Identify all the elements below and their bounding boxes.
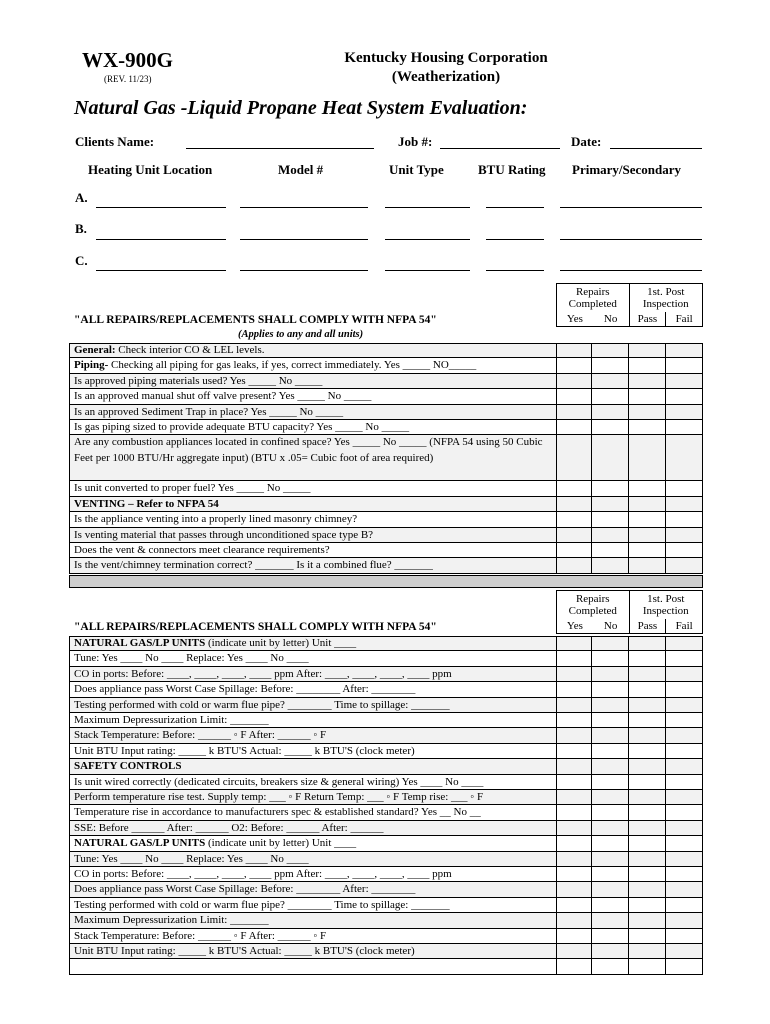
job-number-label: Job #: (398, 134, 433, 149)
section1-subheading: (Applies to any and all units) (238, 329, 364, 340)
inspection-fail-cell[interactable] (666, 959, 703, 974)
repairs-yes-cell[interactable] (556, 667, 592, 682)
repairs-no-cell[interactable] (592, 929, 629, 944)
row-text: Is an approved manual shut off valve present? Yes _____ No _____ (74, 390, 372, 403)
repairs-yes-cell[interactable] (556, 929, 592, 944)
row-text: Testing performed with cold or warm flue pipe? ________ Time to spillage: _______ (74, 898, 450, 911)
row-text: Stack Temperature: Before: ______ ◦ F After: ______ ◦ F (74, 929, 327, 942)
repairs-no-cell[interactable] (592, 744, 629, 759)
repairs-no-cell[interactable] (592, 374, 629, 389)
repairs-no-cell[interactable] (592, 913, 629, 928)
inspection-pass-cell[interactable] (629, 805, 666, 820)
pass-col-label: Pass (629, 312, 666, 327)
col-heating-unit-location: Heating Unit Location (88, 162, 213, 177)
checklist-row (69, 374, 556, 389)
row-text: Does appliance pass Worst Case Spillage: Before: ________ After: ________ (74, 883, 416, 896)
repairs-yes-cell[interactable] (556, 358, 592, 373)
row-label-bold: NATURAL GAS/LP UNITS (74, 637, 206, 649)
row-text: Is gas piping sized to provide adequate BTU capacity? Yes _____ No _____ (74, 421, 410, 433)
inspection-fail-cell[interactable] (666, 374, 703, 389)
post-inspection-header (629, 591, 702, 620)
repairs-no-cell[interactable] (592, 343, 629, 358)
post-label: 1st. Post (647, 593, 685, 605)
row-text: Maximum Depressurization Limit: _______ (74, 714, 269, 726)
repairs-no-cell[interactable] (592, 790, 629, 805)
row-text: Does appliance pass Worst Case Spillage: Before: ________ After: ________ (74, 683, 416, 696)
checklist-row (69, 682, 556, 697)
location-field[interactable] (96, 207, 226, 208)
row-text: Perform temperature rise test. Supply temp: ___ ◦ F Return Temp: ___ ◦ F Temp rise: ___ ◦ F (74, 791, 484, 803)
repairs-yes-cell[interactable] (556, 821, 592, 836)
checklist-row (69, 744, 556, 759)
inspection-pass-cell[interactable] (629, 959, 666, 974)
repairs-yes-cell[interactable] (556, 698, 592, 713)
row-text: (indicate unit by letter) Unit ____ (205, 837, 357, 850)
no-col-label: No (593, 619, 629, 634)
org-name-line: Kentucky Housing Corporation (344, 50, 548, 66)
repairs-yes-cell[interactable] (556, 481, 592, 496)
row-text: Is an approved Sediment Trap in place? Yes _____ No _____ (74, 405, 344, 418)
repairs-no-cell[interactable] (592, 481, 629, 496)
repairs-no-cell[interactable] (592, 867, 629, 882)
inspection-fail-cell[interactable] (666, 543, 703, 558)
inspection-pass-cell[interactable] (629, 867, 666, 882)
inspection-pass-cell[interactable] (629, 481, 666, 496)
fail-col-label: Fail (666, 619, 703, 634)
row-label-bold: NATURAL GAS/LP UNITS (74, 837, 206, 850)
inspection-fail-cell[interactable] (666, 836, 703, 851)
repairs-no-cell[interactable] (592, 759, 629, 774)
checklist-row (69, 358, 556, 373)
repairs-no-cell[interactable] (592, 528, 629, 543)
checklist-row (69, 929, 556, 944)
repairs-no-cell[interactable] (592, 713, 629, 728)
row-text: CO in ports: Before: ____, ____, ____, ____ ppm After: ____, ____, ____, ____ ppm (74, 667, 452, 680)
inspection-fail-cell[interactable] (666, 481, 703, 496)
repairs-label: Repairs (575, 286, 610, 298)
checklist-row (69, 435, 556, 481)
inspection-pass-cell[interactable] (629, 790, 666, 805)
inspection-fail-cell[interactable] (666, 775, 703, 790)
inspection-pass-cell[interactable] (629, 374, 666, 389)
checklist-row (69, 343, 556, 358)
repairs-yes-cell[interactable] (556, 728, 592, 743)
inspection-pass-cell[interactable] (629, 821, 666, 836)
inspection-fail-cell[interactable] (666, 389, 703, 404)
model-field[interactable] (240, 239, 368, 240)
unit-type-field[interactable] (385, 207, 470, 208)
row-text: Testing performed with cold or warm flue pipe? ________ Time to spillage: _______ (74, 698, 450, 711)
inspection-pass-cell[interactable] (629, 420, 666, 435)
clients-name-label: Clients Name: (75, 134, 155, 149)
repairs-yes-cell[interactable] (556, 497, 592, 512)
inspection-pass-cell[interactable] (629, 882, 666, 897)
repairs-yes-cell[interactable] (556, 512, 592, 527)
repairs-no-cell[interactable] (592, 836, 629, 851)
inspection-pass-cell[interactable] (629, 497, 666, 512)
checklist-row (69, 405, 556, 420)
row-text: Stack Temperature: Before: ______ ◦ F After: ______ ◦ F (74, 729, 327, 742)
inspection-pass-cell[interactable] (629, 435, 666, 481)
unit-type-field[interactable] (385, 239, 470, 240)
checklist-row (69, 481, 556, 496)
model-field[interactable] (240, 207, 368, 208)
repairs-yes-cell[interactable] (556, 898, 592, 913)
repairs-no-cell[interactable] (592, 435, 629, 481)
row-text: Is unit wired correctly (dedicated circuits, breakers size & general wiring) Yes ____ No ____ (74, 775, 484, 788)
checklist-row (69, 728, 556, 743)
inspection-pass-cell[interactable] (629, 744, 666, 759)
inspection-fail-cell[interactable] (666, 698, 703, 713)
repairs-no-cell[interactable] (592, 728, 629, 743)
checklist-row (69, 558, 556, 573)
inspection-fail-cell[interactable] (666, 929, 703, 944)
repairs-no-cell[interactable] (592, 959, 629, 974)
inspection-fail-cell[interactable] (666, 420, 703, 435)
inspection-pass-cell[interactable] (629, 698, 666, 713)
col-unit-type: Unit Type (389, 162, 444, 177)
repairs-yes-cell[interactable] (556, 744, 592, 759)
row-label-bold: General: (74, 344, 116, 356)
inspection-fail-cell[interactable] (666, 558, 703, 573)
repairs-no-cell[interactable] (592, 389, 629, 404)
inspection-label: Inspection (642, 605, 689, 617)
inspection-fail-cell[interactable] (666, 913, 703, 928)
checklist-row (69, 959, 556, 974)
btu-rating-field[interactable] (486, 207, 544, 208)
inspection-fail-cell[interactable] (666, 512, 703, 527)
row-text: SSE: Before ______ After: ______ O2: Before: ______ After: ______ (74, 821, 384, 834)
inspection-fail-cell[interactable] (666, 682, 703, 697)
checklist-row (69, 944, 556, 959)
inspection-pass-cell[interactable] (629, 852, 666, 867)
repairs-label: Repairs (575, 593, 610, 605)
repairs-yes-cell[interactable] (556, 759, 592, 774)
org-sub-line: (Weatherization) (391, 69, 501, 85)
inspection-fail-cell[interactable] (666, 744, 703, 759)
repairs-no-cell[interactable] (592, 882, 629, 897)
primary-secondary-field[interactable] (560, 270, 702, 271)
col-model: Model # (278, 162, 324, 177)
row-text: Is the appliance venting into a properly lined masonry chimney? (74, 513, 358, 526)
checklist-row (69, 636, 556, 651)
inspection-fail-cell[interactable] (666, 882, 703, 897)
repairs-no-cell[interactable] (592, 944, 629, 959)
inspection-fail-cell[interactable] (666, 852, 703, 867)
checklist-row (69, 805, 556, 820)
repairs-yes-cell[interactable] (556, 543, 592, 558)
inspection-fail-cell[interactable] (666, 651, 703, 666)
repairs-yes-cell[interactable] (556, 435, 592, 481)
completed-label: Completed (568, 298, 617, 310)
repairs-no-cell[interactable] (592, 805, 629, 820)
repairs-no-cell[interactable] (592, 420, 629, 435)
checklist-row (69, 420, 556, 435)
repairs-no-cell[interactable] (592, 651, 629, 666)
inspection-fail-cell[interactable] (666, 805, 703, 820)
section2-heading: "ALL REPAIRS/REPLACEMENTS SHALL COMPLY WITH NFPA 54" (74, 621, 437, 633)
repairs-no-cell[interactable] (592, 821, 629, 836)
inspection-pass-cell[interactable] (629, 558, 666, 573)
inspection-fail-cell[interactable] (666, 713, 703, 728)
row-text: Temperature rise in accordance to manufacturers spec & established standard? Yes __ No __ (74, 806, 481, 819)
checklist-row (69, 821, 556, 836)
checklist-row (69, 543, 556, 558)
inspection-pass-cell[interactable] (629, 343, 666, 358)
repairs-no-cell[interactable] (592, 667, 629, 682)
location-field[interactable] (96, 270, 226, 271)
repairs-yes-cell[interactable] (556, 867, 592, 882)
row-text: Checking all piping for gas leaks, if yes, correct immediately. Yes _____ NO_____ (108, 359, 477, 372)
inspection-pass-cell[interactable] (629, 528, 666, 543)
row-label-bold: SAFETY CONTROLS (74, 760, 182, 773)
btu-rating-field[interactable] (486, 270, 544, 271)
inspection-fail-cell[interactable] (666, 944, 703, 959)
inspection-fail-cell[interactable] (666, 636, 703, 651)
col-primary-secondary: Primary/Secondary (572, 162, 682, 177)
inspection-fail-cell[interactable] (666, 667, 703, 682)
completed-label: Completed (568, 605, 617, 617)
organization-name (300, 49, 592, 87)
repairs-yes-cell[interactable] (556, 682, 592, 697)
row-text: Does the vent & connectors meet clearance requirements? (74, 544, 330, 556)
row-text: Are any combustion appliances located in confined space? Yes _____ No _____ (NFPA 54 using 50 Cubic Feet per 1000 BTU/Hr aggregate input) (BTU x .05= Cubic foot of area required) (74, 436, 543, 464)
checklist-row (69, 775, 556, 790)
post-inspection-header (629, 284, 702, 313)
unit-row-c-label: C. (75, 253, 88, 268)
inspection-pass-cell[interactable] (629, 389, 666, 404)
repairs-yes-cell[interactable] (556, 882, 592, 897)
pass-col-label: Pass (629, 619, 666, 634)
repairs-completed-header (557, 591, 630, 620)
repairs-no-cell[interactable] (592, 543, 629, 558)
form-code: WX-900G (82, 48, 173, 72)
inspection-fail-cell[interactable] (666, 898, 703, 913)
yes-col-label: Yes (557, 312, 593, 327)
inspection-pass-cell[interactable] (629, 543, 666, 558)
inspection-pass-cell[interactable] (629, 358, 666, 373)
repairs-no-cell[interactable] (592, 698, 629, 713)
primary-secondary-field[interactable] (560, 207, 702, 208)
checklist-row (69, 713, 556, 728)
section1-check-header (556, 283, 703, 327)
repairs-yes-cell[interactable] (556, 374, 592, 389)
repairs-no-cell[interactable] (592, 512, 629, 527)
col-btu-rating: BTU Rating (478, 162, 546, 177)
btu-rating-field[interactable] (486, 239, 544, 240)
checklist-row (69, 759, 556, 774)
checklist-row (69, 389, 556, 404)
checklist-row (69, 852, 556, 867)
inspection-pass-cell[interactable] (629, 944, 666, 959)
checklist-row (69, 882, 556, 897)
unit-row-a-label: A. (75, 190, 88, 205)
inspection-pass-cell[interactable] (629, 728, 666, 743)
row-text: CO in ports: Before: ____, ____, ____, ____ ppm After: ____, ____, ____, ____ ppm (74, 868, 452, 880)
inspection-fail-cell[interactable] (666, 728, 703, 743)
repairs-yes-cell[interactable] (556, 558, 592, 573)
row-text: Unit BTU Input rating: _____ k BTU'S Actual: _____ k BTU'S (clock meter) (74, 744, 415, 757)
section2-check-header (556, 590, 703, 634)
unit-type-field[interactable] (385, 270, 470, 271)
checklist-row (69, 667, 556, 682)
table-top-border (69, 343, 703, 344)
clients-name-field[interactable] (186, 148, 374, 149)
inspection-pass-cell[interactable] (629, 759, 666, 774)
inspection-fail-cell[interactable] (666, 790, 703, 805)
inspection-fail-cell[interactable] (666, 867, 703, 882)
inspection-pass-cell[interactable] (629, 898, 666, 913)
repairs-no-cell[interactable] (592, 636, 629, 651)
date-field[interactable] (610, 148, 702, 149)
checklist-row (69, 698, 556, 713)
inspection-pass-cell[interactable] (629, 682, 666, 697)
location-field[interactable] (96, 239, 226, 240)
repairs-no-cell[interactable] (592, 405, 629, 420)
table-top-border (69, 636, 703, 637)
inspection-pass-cell[interactable] (629, 636, 666, 651)
primary-secondary-field[interactable] (560, 239, 702, 240)
inspection-pass-cell[interactable] (629, 667, 666, 682)
repairs-yes-cell[interactable] (556, 405, 592, 420)
model-field[interactable] (240, 270, 368, 271)
repairs-yes-cell[interactable] (556, 528, 592, 543)
repairs-yes-cell[interactable] (556, 790, 592, 805)
inspection-pass-cell[interactable] (629, 929, 666, 944)
checklist-row (69, 790, 556, 805)
repairs-no-cell[interactable] (592, 852, 629, 867)
row-text: Is approved piping materials used? Yes _____ No _____ (74, 374, 323, 387)
checklist-row (69, 913, 556, 928)
row-text: Check interior CO & LEL levels. (115, 344, 265, 356)
inspection-fail-cell[interactable] (666, 497, 703, 512)
inspection-pass-cell[interactable] (629, 836, 666, 851)
no-col-label: No (593, 312, 629, 327)
repairs-yes-cell[interactable] (556, 651, 592, 666)
repairs-no-cell[interactable] (592, 497, 629, 512)
fail-col-label: Fail (666, 312, 703, 327)
date-label: Date: (571, 134, 602, 149)
checklist-row (69, 836, 556, 851)
repairs-no-cell[interactable] (592, 775, 629, 790)
inspection-pass-cell[interactable] (629, 775, 666, 790)
repairs-no-cell[interactable] (592, 358, 629, 373)
repairs-yes-cell[interactable] (556, 805, 592, 820)
inspection-label: Inspection (642, 298, 689, 310)
checklist-row (69, 528, 556, 543)
form-title: Natural Gas -Liquid Propane Heat System Evaluation: (74, 97, 528, 119)
inspection-fail-cell[interactable] (666, 435, 703, 481)
inspection-pass-cell[interactable] (629, 512, 666, 527)
repairs-no-cell[interactable] (592, 898, 629, 913)
row-text: Tune: Yes ____ No ____ Replace: Yes ____ No ____ (74, 652, 309, 665)
inspection-pass-cell[interactable] (629, 651, 666, 666)
repairs-completed-header (557, 284, 630, 313)
row-text: Maximum Depressurization Limit: _______ (74, 914, 269, 927)
row-label-bold: VENTING – Refer to NFPA 54 (74, 497, 219, 510)
inspection-fail-cell[interactable] (666, 759, 703, 774)
repairs-yes-cell[interactable] (556, 913, 592, 928)
repairs-yes-cell[interactable] (556, 420, 592, 435)
yes-col-label: Yes (557, 619, 593, 634)
post-label: 1st. Post (647, 286, 685, 298)
repairs-yes-cell[interactable] (556, 389, 592, 404)
repairs-yes-cell[interactable] (556, 959, 592, 974)
section1-heading: "ALL REPAIRS/REPLACEMENTS SHALL COMPLY WITH NFPA 54" (74, 314, 437, 326)
repairs-yes-cell[interactable] (556, 713, 592, 728)
checklist-row (69, 898, 556, 913)
checklist-row (69, 867, 556, 882)
form-revision: (REV. 11/23) (104, 74, 152, 84)
inspection-fail-cell[interactable] (666, 821, 703, 836)
inspection-fail-cell[interactable] (666, 405, 703, 420)
checklist-row (69, 651, 556, 666)
repairs-no-cell[interactable] (592, 558, 629, 573)
repairs-yes-cell[interactable] (556, 852, 592, 867)
checklist-row (69, 512, 556, 527)
repairs-yes-cell[interactable] (556, 636, 592, 651)
inspection-fail-cell[interactable] (666, 358, 703, 373)
checklist-row (69, 497, 556, 512)
inspection-pass-cell[interactable] (629, 713, 666, 728)
repairs-yes-cell[interactable] (556, 836, 592, 851)
repairs-yes-cell[interactable] (556, 775, 592, 790)
row-label-bold: Piping- (74, 359, 109, 372)
row-text: (indicate unit by letter) Unit ____ (205, 637, 357, 649)
row-text: Tune: Yes ____ No ____ Replace: Yes ____ No ____ (74, 852, 309, 865)
inspection-pass-cell[interactable] (629, 405, 666, 420)
row-text: Unit BTU Input rating: _____ k BTU'S Actual: _____ k BTU'S (clock meter) (74, 945, 415, 957)
inspection-fail-cell[interactable] (666, 343, 703, 358)
repairs-no-cell[interactable] (592, 682, 629, 697)
job-number-field[interactable] (440, 148, 560, 149)
row-text: Is the vent/chimney termination correct? _______ Is it a combined flue? _______ (74, 559, 433, 572)
inspection-fail-cell[interactable] (666, 528, 703, 543)
unit-row-b-label: B. (75, 221, 87, 236)
row-text: Is unit converted to proper fuel? Yes _____ No _____ (74, 482, 311, 495)
repairs-yes-cell[interactable] (556, 343, 592, 358)
inspection-pass-cell[interactable] (629, 913, 666, 928)
row-text: Is venting material that passes through unconditioned space type B? (74, 528, 374, 541)
repairs-yes-cell[interactable] (556, 944, 592, 959)
section-divider (69, 575, 703, 588)
